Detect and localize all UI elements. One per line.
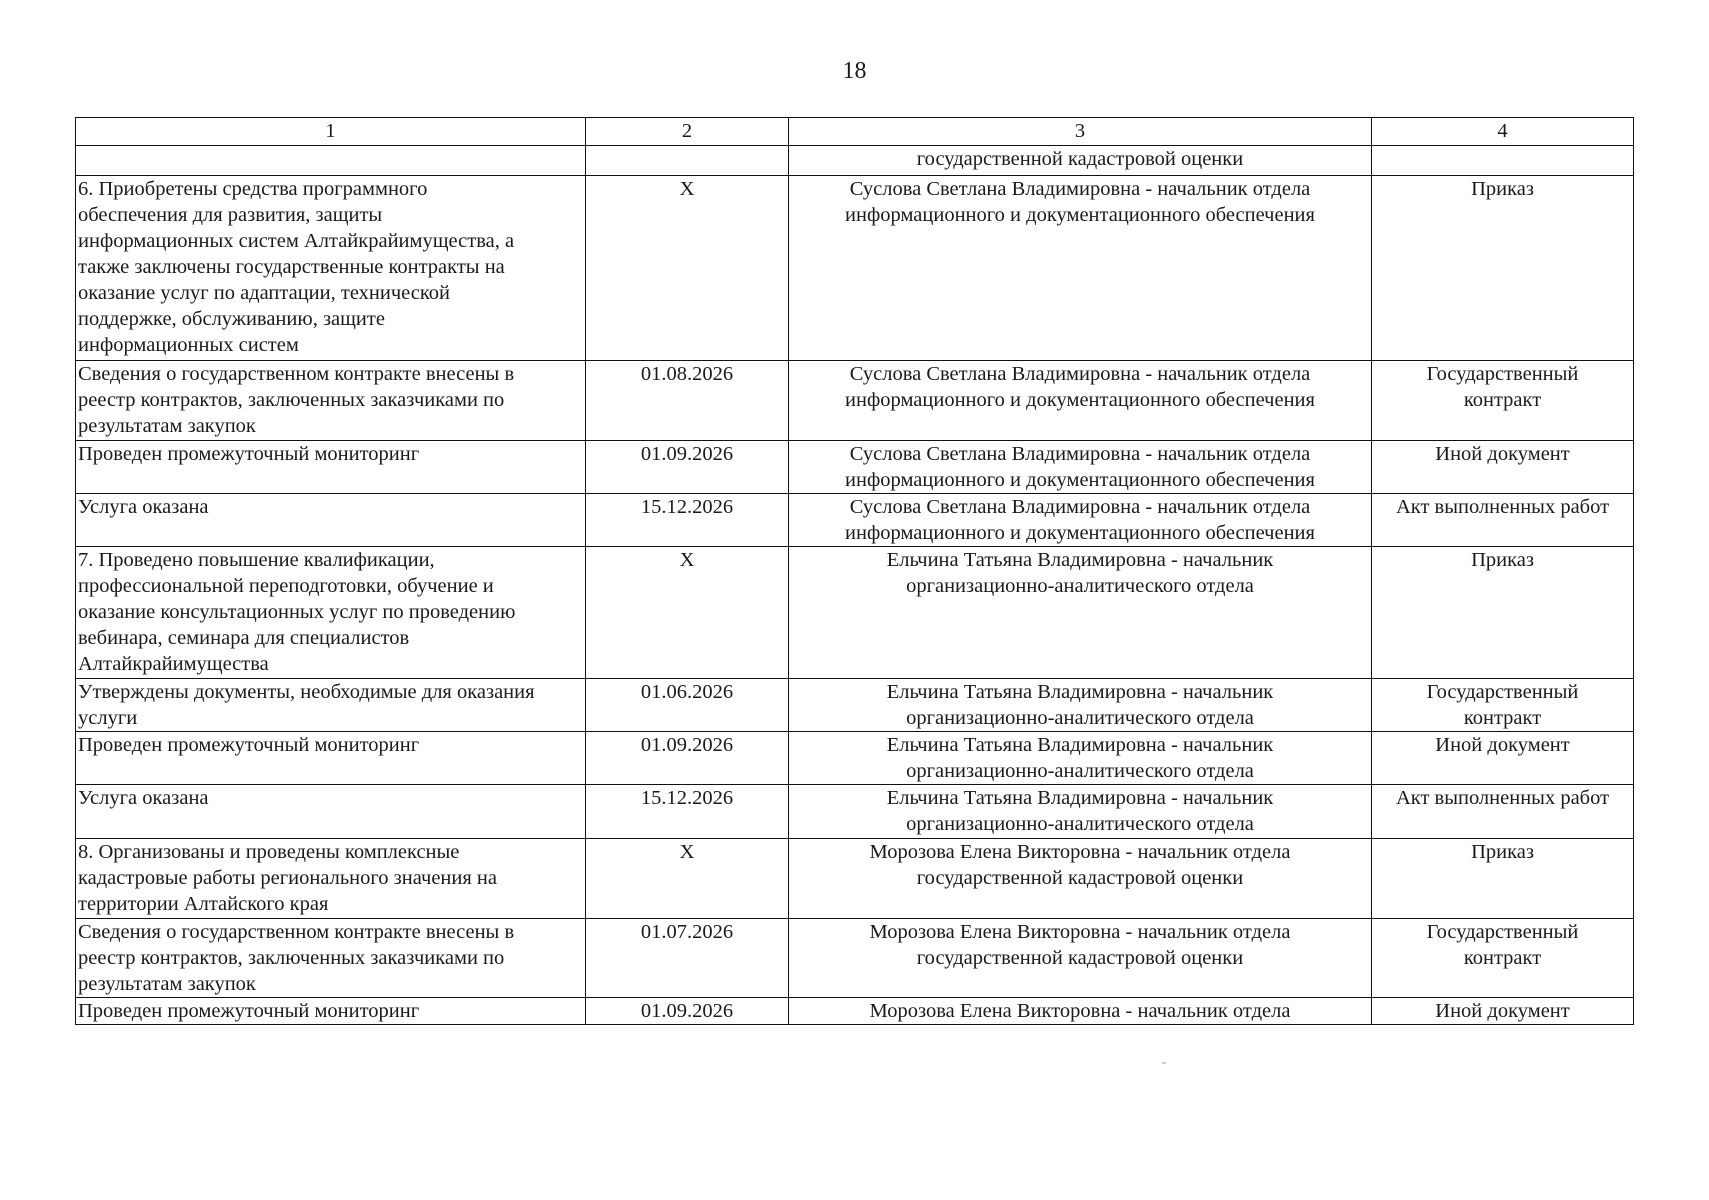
task-cell: Проведен промежуточный мониторинг: [76, 732, 586, 785]
date-cell: 01.08.2026: [586, 361, 789, 441]
responsible-cell: Ельчина Татьяна Владимировна - начальник организационно-аналитического отдела: [789, 785, 1372, 839]
responsible-cell: государственной кадастровой оценки: [789, 146, 1372, 176]
task-cell: Услуга оказана: [76, 785, 586, 839]
table-row: [76, 919, 1634, 998]
responsible-cell: Суслова Светлана Владимировна - начальник отдела информационного и документационного обеспечения: [789, 176, 1372, 361]
document-cell: Иной документ: [1372, 998, 1634, 1025]
task-cell: 6. Приобретены средства программного обеспечения для развития, защиты информационных систем Алтайкрайимущества, а также заключены государственные контракты на оказание услуг по адаптации, технической поддержке, обслуживанию, защите информационных систем: [76, 176, 586, 361]
table-row: [76, 494, 1634, 547]
date-cell: 15.12.2026: [586, 785, 789, 839]
task-cell: Утверждены документы, необходимые для оказания услуги: [76, 679, 586, 732]
table-row: [76, 176, 1634, 361]
document-cell: [1372, 146, 1634, 176]
responsible-cell: Ельчина Татьяна Владимировна - начальник организационно-аналитического отдела: [789, 732, 1372, 785]
task-cell: Проведен промежуточный мониторинг: [76, 998, 586, 1025]
table-row: [76, 998, 1634, 1025]
document-cell: Государственный контракт: [1372, 361, 1634, 441]
document-cell: Приказ: [1372, 547, 1634, 679]
page-number: 18: [842, 58, 867, 84]
task-cell: Услуга оказана: [76, 494, 586, 547]
table-row: [76, 679, 1634, 732]
task-cell: 7. Проведено повышение квалификации, профессиональной переподготовки, обучение и оказание консультационных услуг по проведению вебинара, семинара для специалистов Алтайкрайимущества: [76, 547, 586, 679]
header-cell-4: 4: [1372, 118, 1634, 146]
table-row: [76, 361, 1634, 441]
document-cell: Приказ: [1372, 839, 1634, 919]
date-cell: 15.12.2026: [586, 494, 789, 547]
responsible-cell: Суслова Светлана Владимировна - начальник отдела информационного и документационного обеспечения: [789, 494, 1372, 547]
date-cell: 01.09.2026: [586, 732, 789, 785]
table-row: [76, 547, 1634, 679]
date-cell: X: [586, 839, 789, 919]
responsible-cell: Морозова Елена Викторовна - начальник отдела государственной кадастровой оценки: [789, 919, 1372, 998]
table-row: [76, 146, 1634, 176]
document-cell: Государственный контракт: [1372, 919, 1634, 998]
task-cell: Сведения о государственном контракте внесены в реестр контрактов, заключенных заказчиками по результатам закупок: [76, 361, 586, 441]
responsible-cell: Суслова Светлана Владимировна - начальник отдела информационного и документационного обеспечения: [789, 361, 1372, 441]
table-header-row: [76, 118, 1634, 146]
table-row: [76, 785, 1634, 839]
document-cell: Иной документ: [1372, 732, 1634, 785]
plan-table: [75, 117, 1634, 1025]
header-cell-1: 1: [76, 118, 586, 146]
responsible-cell: Морозова Елена Викторовна - начальник отдела государственной кадастровой оценки: [789, 839, 1372, 919]
table-row: [76, 732, 1634, 785]
date-cell: X: [586, 547, 789, 679]
header-cell-3: 3: [789, 118, 1372, 146]
scan-speck: [1162, 1062, 1166, 1064]
task-cell: Сведения о государственном контракте внесены в реестр контрактов, заключенных заказчиками по результатам закупок: [76, 919, 586, 998]
responsible-cell: Ельчина Татьяна Владимировна - начальник организационно-аналитического отдела: [789, 547, 1372, 679]
document-cell: Иной документ: [1372, 441, 1634, 494]
table-row: [76, 839, 1634, 919]
task-cell: Проведен промежуточный мониторинг: [76, 441, 586, 494]
date-cell: 01.09.2026: [586, 441, 789, 494]
table-row: [76, 441, 1634, 494]
date-cell: [586, 146, 789, 176]
responsible-cell: Ельчина Татьяна Владимировна - начальник организационно-аналитического отдела: [789, 679, 1372, 732]
document-cell: Государственный контракт: [1372, 679, 1634, 732]
task-cell: [76, 146, 586, 176]
header-cell-2: 2: [586, 118, 789, 146]
document-cell: Акт выполненных работ: [1372, 494, 1634, 547]
responsible-cell: Морозова Елена Викторовна - начальник отдела: [789, 998, 1372, 1025]
date-cell: 01.07.2026: [586, 919, 789, 998]
document-cell: Акт выполненных работ: [1372, 785, 1634, 839]
date-cell: X: [586, 176, 789, 361]
responsible-cell: Суслова Светлана Владимировна - начальник отдела информационного и документационного обеспечения: [789, 441, 1372, 494]
task-cell: 8. Организованы и проведены комплексные кадастровые работы регионального значения на территории Алтайского края: [76, 839, 586, 919]
document-cell: Приказ: [1372, 176, 1634, 361]
date-cell: 01.06.2026: [586, 679, 789, 732]
date-cell: 01.09.2026: [586, 998, 789, 1025]
